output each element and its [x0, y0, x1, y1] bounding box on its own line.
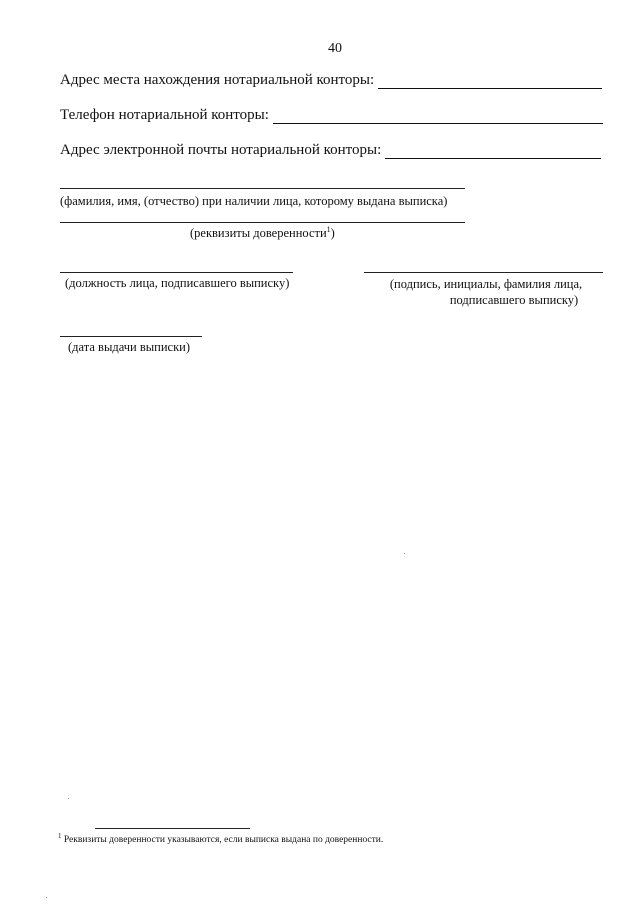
power-of-attorney-line[interactable]: [60, 222, 465, 223]
footnote-text: Реквизиты доверенности указываются, если выписка выдана по доверенности.: [63, 835, 384, 845]
footnote: [58, 831, 384, 845]
footnote-marker: 1: [326, 224, 331, 234]
notary-address-label: Адрес места нахождения нотариальной конторы:: [60, 72, 375, 88]
notary-phone-blank[interactable]: [273, 109, 603, 124]
notary-email-blank[interactable]: [385, 144, 601, 159]
footnote-separator: [95, 828, 250, 829]
signer-signature-caption-line2: подписавшего выписку): [449, 293, 579, 307]
notary-phone-label: Телефон нотариальной конторы:: [60, 107, 269, 123]
signer-position-line[interactable]: [60, 272, 293, 273]
footnote-number: 1: [58, 831, 62, 840]
scan-speck: [46, 897, 47, 898]
recipient-name-caption: (фамилия, имя, (отчество) при наличии лица, которому выдана выписка): [60, 194, 448, 208]
notary-address-field: [60, 72, 602, 89]
page-number: 40: [328, 41, 342, 56]
notary-email-field: [60, 142, 601, 159]
issue-date-caption: (дата выдачи выписки): [68, 340, 190, 354]
power-of-attorney-caption-close: ): [330, 226, 335, 240]
signer-signature-caption-line1: (подпись, инициалы, фамилия лица,: [389, 277, 583, 291]
power-of-attorney-caption: [190, 226, 335, 241]
notary-address-blank[interactable]: [378, 74, 602, 89]
signer-position-caption: (должность лица, подписавшего выписку): [65, 276, 290, 290]
signer-signature-caption: [364, 276, 608, 308]
issue-date-line[interactable]: [60, 336, 202, 337]
signer-signature-line[interactable]: [364, 272, 603, 273]
scan-speck: [404, 553, 405, 554]
notary-email-label: Адрес электронной почты нотариальной конторы:: [60, 142, 382, 158]
notary-phone-field: [60, 107, 603, 124]
scan-speck: [68, 798, 69, 799]
recipient-name-line[interactable]: [60, 188, 465, 189]
power-of-attorney-caption-text: (реквизиты доверенности: [190, 226, 327, 240]
